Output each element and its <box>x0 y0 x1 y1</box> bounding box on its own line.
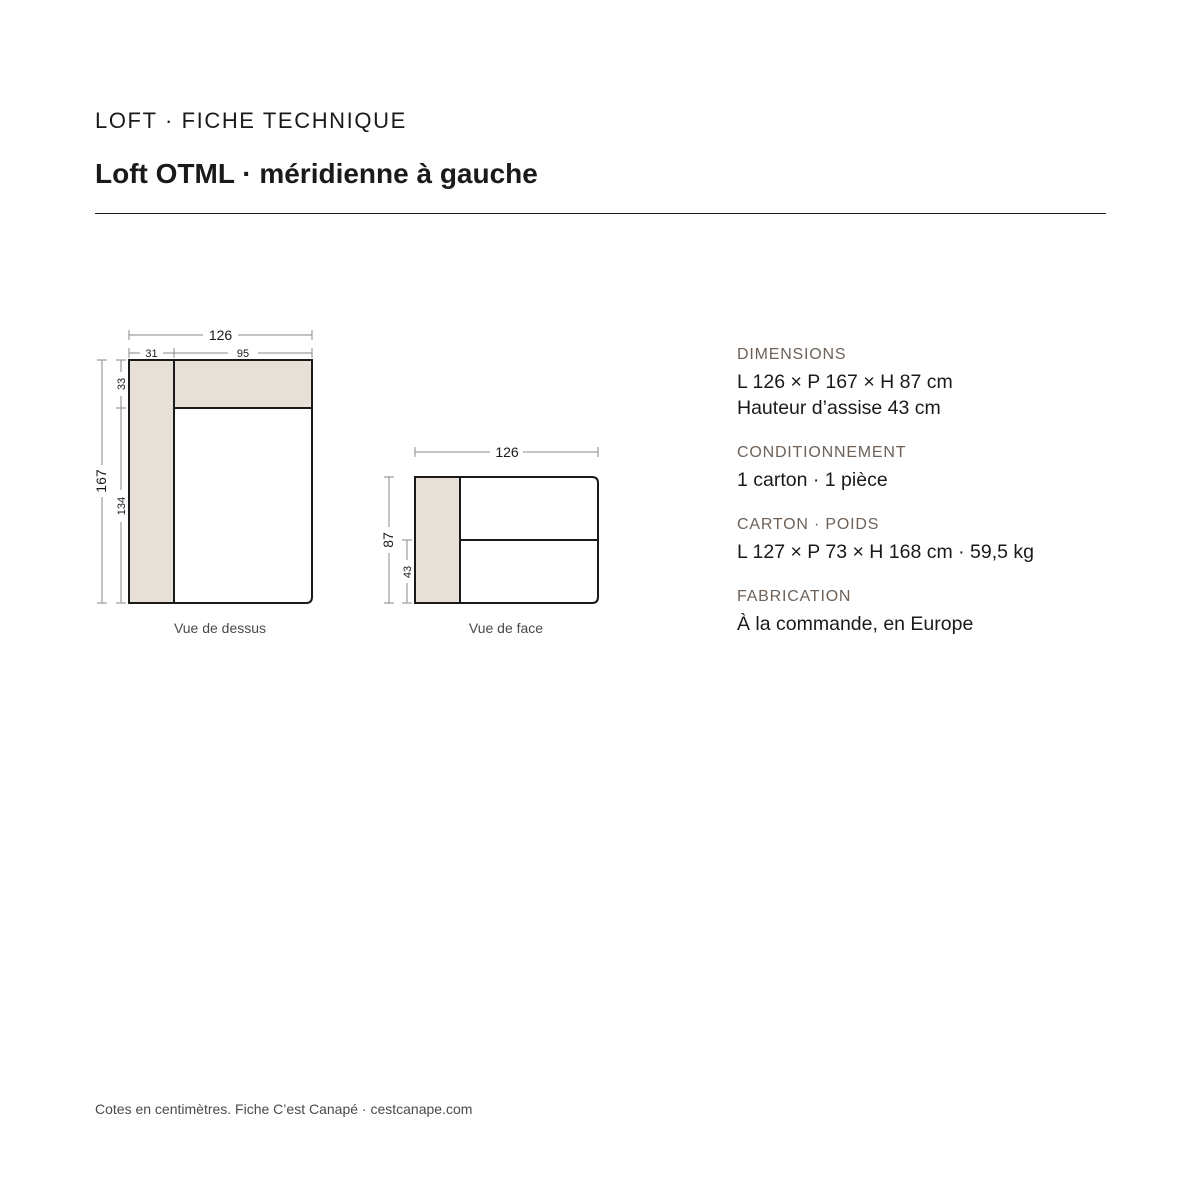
top-view-depth-label: 167 <box>93 469 109 493</box>
spec-value: À la commande, en Europe <box>737 613 974 635</box>
spec-dimensions <box>737 345 1157 421</box>
spec-heading: CONDITIONNEMENT <box>737 444 907 461</box>
spec-carton-weight <box>737 515 1157 565</box>
top-view-arm-width-label: 31 <box>145 348 158 360</box>
spec-heading: FABRICATION <box>737 588 852 605</box>
top-view-chaise-arm <box>129 360 174 603</box>
page-title: Loft OTML · méridienne à gauche <box>95 158 538 189</box>
top-view-width-label: 126 <box>208 327 233 343</box>
eyebrow-title: LOFT · FICHE TECHNIQUE <box>95 108 407 133</box>
spec-value: Hauteur d’assise 43 cm <box>737 397 941 419</box>
front-view-drawing <box>380 444 598 636</box>
spec-heading: CARTON · POIDS <box>737 516 880 533</box>
top-view-seat-depth-label: 134 <box>116 496 128 516</box>
front-view-width-label: 126 <box>495 444 519 460</box>
front-view-height-label: 87 <box>380 532 396 548</box>
top-view-back-depth-label: 33 <box>116 377 128 391</box>
footer-note: Cotes en centimètres. Fiche C’est Canapé · cestcanape.com <box>95 1101 473 1117</box>
top-view-caption: Vue de dessus <box>173 620 267 636</box>
front-view-caption: Vue de face <box>468 620 544 636</box>
top-view-segment-depths <box>116 360 126 603</box>
spec-list <box>737 345 1157 659</box>
front-view-arm <box>415 477 460 603</box>
spec-value: 1 carton · 1 pièce <box>737 469 888 491</box>
spec-packaging <box>737 443 1157 493</box>
spec-heading: DIMENSIONS <box>737 346 847 363</box>
spec-value: L 126 × P 167 × H 87 cm <box>737 371 953 393</box>
front-view-seat-height-label: 43 <box>402 565 414 579</box>
top-view-drawing <box>93 327 312 636</box>
spec-manufacturing <box>737 587 1157 637</box>
spec-value: L 127 × P 73 × H 168 cm · 59,5 kg <box>737 541 1035 563</box>
top-view-seat-width-label: 95 <box>236 348 250 360</box>
top-view-backrest <box>174 360 312 408</box>
